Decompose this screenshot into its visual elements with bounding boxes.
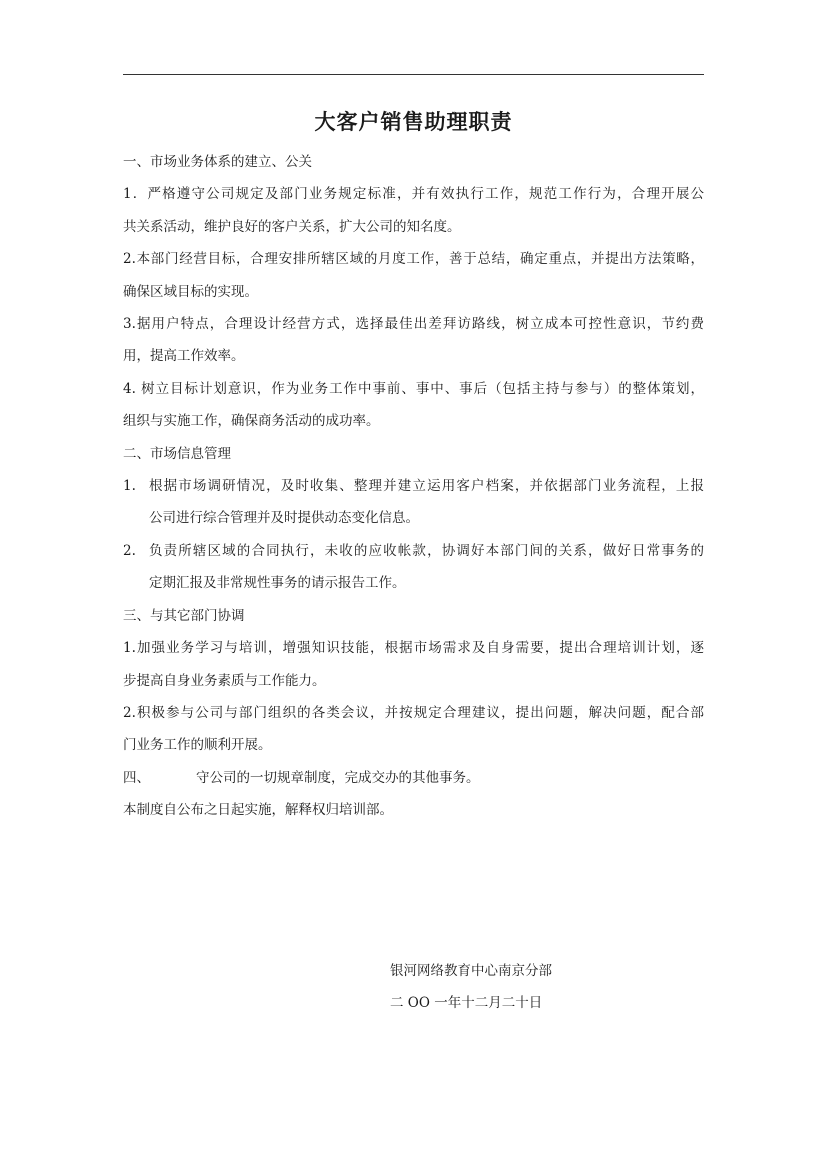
closing-statement: 本制度自公布之日起实施，解释权归培训部。 bbox=[123, 802, 393, 819]
section2-heading: 二、市场信息管理 bbox=[123, 445, 231, 462]
section1-item3-line2: 用，提高工作效率。 bbox=[123, 348, 245, 365]
section2-item1-line1: 根据市场调研情况，及时收集、整理并建立运用客户档案，并依据部门业务流程，上报 bbox=[149, 478, 704, 495]
section1-item4-line1: 4. 树立目标计划意识，作为业务工作中事前、事中、事后（包括主持与参与）的整体策划， bbox=[123, 380, 704, 397]
section3-item1-line2: 步提高自身业务素质与工作能力。 bbox=[123, 672, 326, 689]
document-title: 大客户销售助理职责 bbox=[314, 110, 513, 134]
section2-item1 bbox=[123, 470, 704, 502]
section1-item2-line1: 2.本部门经营目标，合理安排所辖区域的月度工作，善于总结，确定重点，并提出方法策略， bbox=[123, 251, 704, 268]
section2-item2 bbox=[123, 535, 704, 567]
signature-block bbox=[390, 955, 552, 1020]
section1-item1-line1: 1．严格遵守公司规定及部门业务规定标准，并有效执行工作，规范工作行为，合理开展公 bbox=[123, 186, 704, 203]
section3-heading: 三、与其它部门协调 bbox=[123, 607, 245, 624]
section1-item1-line2: 共关系活动，维护良好的客户关系，扩大公司的知名度。 bbox=[123, 218, 461, 235]
section4-line bbox=[123, 762, 704, 794]
section1-item4-line2: 组织与实施工作，确保商务活动的成功率。 bbox=[123, 413, 380, 430]
section2-item2-line1: 负责所辖区域的合同执行，未收的应收帐款，协调好本部门间的关系，做好日常事务的 bbox=[149, 542, 704, 559]
section1-heading: 一、市场业务体系的建立、公关 bbox=[123, 154, 312, 170]
section4-prefix: 四、 bbox=[123, 769, 150, 786]
section3-item1-line1: 1.加强业务学习与培训，增强知识技能，根据市场需求及自身需要，提出合理培训计划，逐 bbox=[123, 640, 704, 657]
section3-item2-line2: 门业务工作的顺利开展。 bbox=[123, 737, 272, 754]
section1-item2-line2: 确保区域目标的实现。 bbox=[123, 283, 258, 300]
document-body bbox=[123, 104, 704, 827]
section2-item2-number: 2. bbox=[123, 542, 136, 559]
section1-item3-line1: 3.据用户特点，合理设计经营方式，选择最佳出差拜访路线，树立成本可控性意识，节约费 bbox=[123, 316, 704, 333]
signature-date: 二 OO 一年十二月二十日 bbox=[390, 995, 543, 1012]
header-rule bbox=[123, 74, 704, 75]
section2-item2-line2: 定期汇报及非常规性事务的请示报告工作。 bbox=[149, 575, 406, 592]
section3-item2-line1: 2.积极参与公司与部门组织的各类会议，并按规定合理建议，提出问题，解决问题，配合部 bbox=[123, 704, 704, 721]
section2-item1-number: 1. bbox=[123, 478, 136, 495]
section4-text: 守公司的一切规章制度，完成交办的其他事务。 bbox=[196, 769, 480, 786]
signature-org: 银河网络教育中心南京分部 bbox=[390, 963, 552, 979]
section2-item1-line2: 公司进行综合管理并及时提供动态变化信息。 bbox=[149, 510, 419, 527]
